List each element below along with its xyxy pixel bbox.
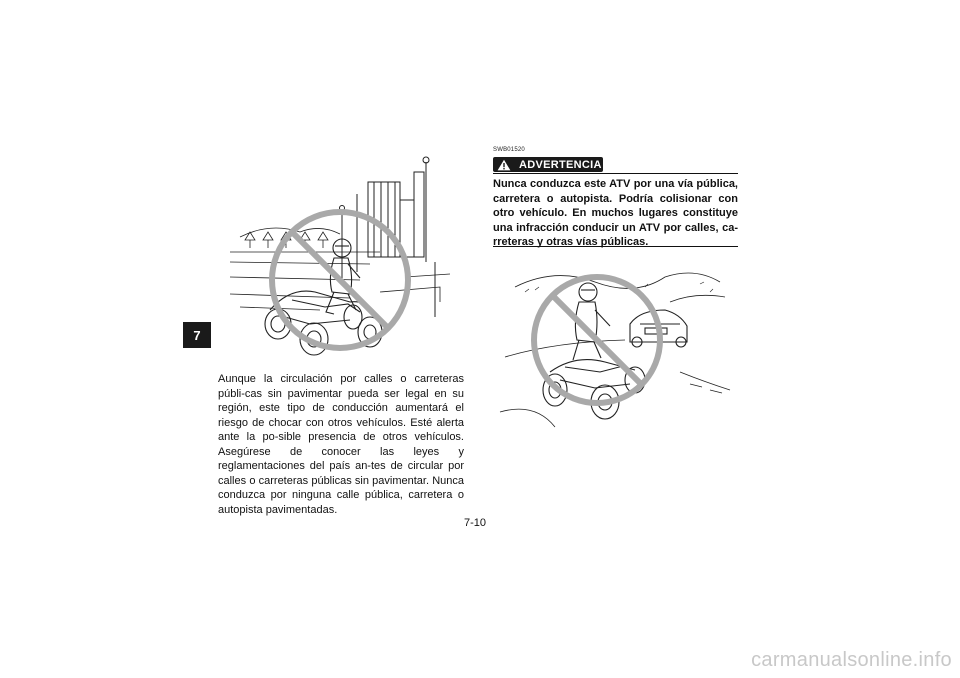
warning-header — [493, 157, 738, 174]
warning-triangle-icon — [497, 159, 511, 171]
warning-code: SWB01520 — [493, 147, 525, 153]
illustration-atv-public-road — [495, 262, 735, 450]
warning-badge — [493, 157, 603, 172]
illustration-atv-paved-road — [230, 152, 470, 362]
prohibition-sign-icon — [272, 212, 408, 348]
chapter-tab: 7 — [183, 322, 211, 348]
body-paragraph: Aunque la circulación por calles o carreteras públi-cas sin pavimentar pueda ser legal en su región, este tipo de conducción aumentará el riesgo de chocar con otros vehículos. Esté alerta ante la po-sible presencia de otros vehículos. Asegúrese de conocer las leyes y reglamentaciones del país an-tes de circular por calles o carreteras públicas sin pavimentar. Nunca conduzca por ninguna calle pública, carretera o autopista pavimentadas. — [218, 373, 464, 516]
warning-label: ADVERTENCIA — [519, 158, 602, 171]
warning-divider — [493, 246, 738, 247]
watermark: carmanualsonline.info — [751, 649, 952, 671]
page-number: 7-10 — [464, 517, 487, 529]
warning-text: Nunca conduzca este ATV por una vía pública, carretera o autopista. Podría colisionar con otro vehículo. En muchos lugares constituye una infracción conducir un ATV por calles, ca-rreteras y otras vías públicas. — [493, 178, 738, 248]
